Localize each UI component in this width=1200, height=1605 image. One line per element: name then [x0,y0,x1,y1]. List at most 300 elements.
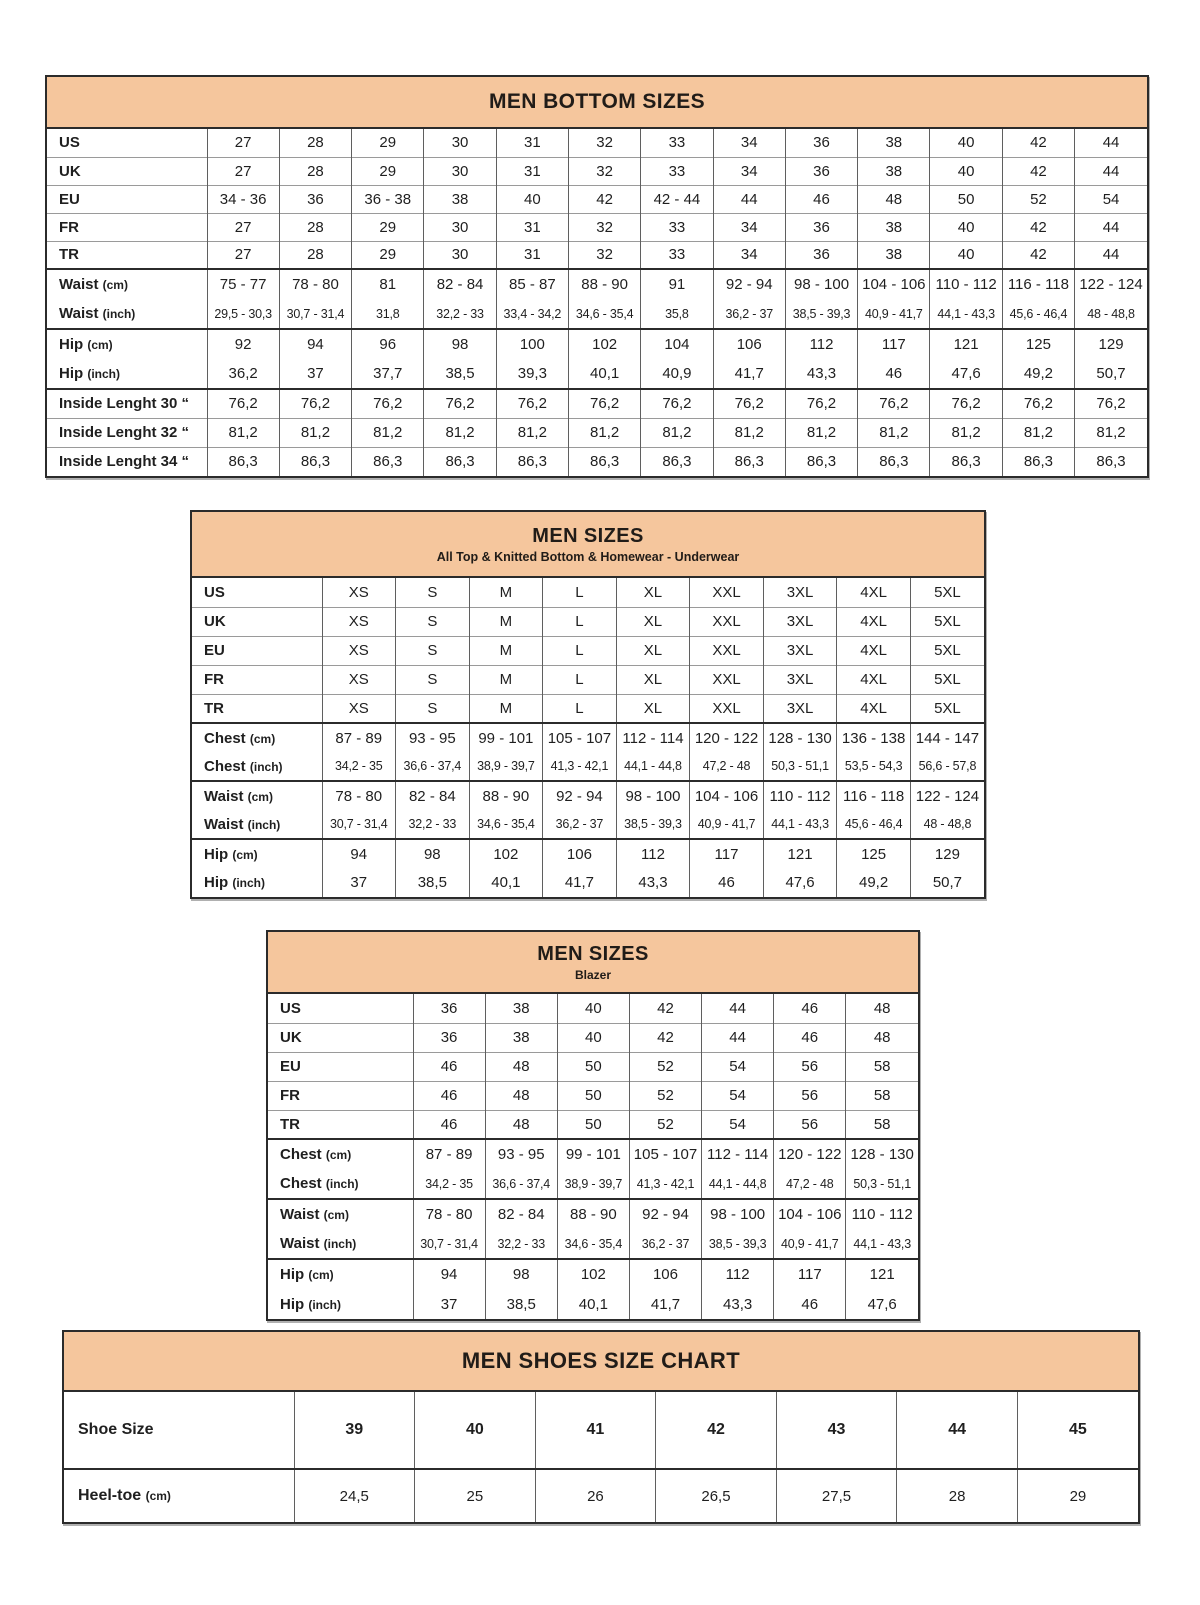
size-cell: 38,5 [424,359,496,389]
size-cell: 125 [837,839,911,868]
size-cell: 121 [930,329,1002,359]
size-cell: 38,5 [485,1289,557,1319]
row-unit: (cm) [102,278,128,292]
row-label [192,839,322,868]
size-cell: 31 [496,157,568,185]
row-label-text: EU [59,190,80,208]
row-label [268,1289,413,1319]
size-cell: 98 [424,329,496,359]
size-cell: L [543,694,617,723]
size-cell: 46 [413,1110,485,1139]
row-label [268,1110,413,1139]
size-cell: XS [322,607,396,636]
size-cell: 48 [858,185,930,213]
size-cell: 85 - 87 [496,269,568,299]
size-cell: 3XL [763,578,837,607]
row-label [192,665,322,694]
row-label-text: US [59,134,80,152]
size-cell: 81,2 [785,418,857,447]
size-cell: 29,5 - 30,3 [207,299,279,329]
row-label-text: Heel-toe [78,1487,142,1504]
table-row [47,157,1147,185]
size-cell: 27 [207,157,279,185]
row-unit: (cm) [87,338,113,352]
size-cell: 44 [702,1023,774,1052]
row-label-text: Hip [280,1266,305,1283]
size-cell: 36 - 38 [352,185,424,213]
row-label-text: Shoe Size [78,1421,154,1438]
row-label-text: EU [204,642,225,659]
size-cell: 38,5 - 39,3 [616,810,690,839]
size-cell: 48 - 48,8 [1075,299,1147,329]
size-cell: 76,2 [496,389,568,418]
size-cell: 58 [846,1110,918,1139]
size-cell: 87 - 89 [322,723,396,752]
size-cell: 105 - 107 [543,723,617,752]
size-cell: XXL [690,694,764,723]
size-cell: 75 - 77 [207,269,279,299]
size-cell: 86,3 [352,447,424,476]
table-row [268,994,918,1023]
size-cell: 36,2 - 37 [543,810,617,839]
size-cell: XL [616,607,690,636]
row-label-text: UK [204,613,226,630]
size-cell: 76,2 [930,389,1002,418]
row-label-text: Waist [59,276,99,293]
size-grid [64,1392,1138,1522]
row-label-text: Waist [280,1206,320,1223]
size-cell: 30,7 - 31,4 [322,810,396,839]
size-cell: 28 [897,1469,1018,1522]
row-label-text: Inside Lenght 30 “ [59,395,190,413]
table-men-sizes-top-underwear [190,510,986,899]
table-row [47,269,1147,299]
size-cell: 81,2 [568,418,640,447]
table-row [268,1259,918,1289]
size-cell: XXL [690,636,764,665]
row-label-text: Inside Lenght 32 “ [59,424,190,441]
row-label-text: Waist [204,815,244,833]
size-cell: 50,3 - 51,1 [846,1169,918,1199]
size-cell: 44 [1075,241,1147,269]
size-cell: 98 - 100 [616,781,690,810]
table-row [64,1392,1138,1469]
size-cell: 31,8 [352,299,424,329]
table-row [268,1289,918,1319]
size-cell: 116 - 118 [837,781,911,810]
size-cell: XL [616,694,690,723]
size-cell: 31 [496,129,568,157]
size-cell: 38 [485,994,557,1023]
size-cell: 38,5 [396,868,470,897]
size-cell: 37 [322,868,396,897]
table-subtitle: Blazer [574,967,612,982]
size-cell: 112 - 114 [702,1139,774,1169]
row-unit: (cm) [308,1268,334,1282]
row-label [47,329,207,359]
size-cell: 48 [485,1081,557,1110]
size-cell: 38 [424,185,496,213]
size-cell: 41,7 [713,359,785,389]
size-cell: M [469,578,543,607]
size-cell: 136 - 138 [837,723,911,752]
size-cell: 81,2 [858,418,930,447]
size-cell: 144 - 147 [910,723,984,752]
size-cell: 81,2 [930,418,1002,447]
size-cell: 86,3 [641,447,713,476]
size-cell: 32 [568,241,640,269]
size-cell: 78 - 80 [413,1199,485,1229]
size-cell: 5XL [910,578,984,607]
size-cell: 88 - 90 [568,269,640,299]
size-cell: 104 - 106 [858,269,930,299]
size-cell: 47,6 [846,1289,918,1319]
size-cell: 54 [702,1052,774,1081]
size-cell: 129 [1075,329,1147,359]
size-cell: 40 [930,213,1002,241]
size-cell: 41,7 [629,1289,701,1319]
row-label-text: Waist [280,1235,320,1252]
size-cell: 39,3 [496,359,568,389]
table-header [192,512,984,578]
size-cell: 34,6 - 35,4 [568,299,640,329]
size-cell: 44,1 - 43,3 [930,299,1002,329]
size-cell: 40,1 [469,868,543,897]
size-cell: 76,2 [641,389,713,418]
size-cell: 76,2 [352,389,424,418]
size-cell: 76,2 [785,389,857,418]
size-cell: 106 [713,329,785,359]
size-cell: 45,6 - 46,4 [1002,299,1074,329]
row-label [268,1023,413,1052]
size-cell: 94 [279,329,351,359]
table-row [192,839,984,868]
size-cell: 36 [785,157,857,185]
size-grid [192,578,984,897]
table-row [268,1229,918,1259]
size-cell: XL [616,636,690,665]
size-cell: 81 [352,269,424,299]
size-cell: 88 - 90 [557,1199,629,1229]
size-cell: 37,7 [352,359,424,389]
size-cell: L [543,607,617,636]
table-row [268,1169,918,1199]
size-cell: 30 [424,129,496,157]
row-unit: (cm) [325,1148,352,1162]
size-cell: 5XL [910,665,984,694]
row-label-text: TR [204,699,224,717]
row-label [192,694,322,723]
size-cell: 40 [415,1392,536,1469]
size-cell: 112 - 114 [616,723,690,752]
row-label [64,1469,294,1522]
size-cell: 78 - 80 [322,781,396,810]
row-label [47,299,207,329]
size-cell: 32,2 - 33 [424,299,496,329]
size-cell: 92 [207,329,279,359]
size-cell: M [469,665,543,694]
size-cell: 48 [485,1110,557,1139]
table-row [192,578,984,607]
row-label [192,810,322,839]
size-cell: 48 [846,994,918,1023]
size-cell: 98 - 100 [785,269,857,299]
table-header [268,932,918,994]
size-cell: 112 [616,839,690,868]
row-label-text: Hip [59,336,84,353]
row-label-text: UK [59,162,81,180]
size-cell: 36 [413,994,485,1023]
size-cell: 47,2 - 48 [774,1169,846,1199]
row-unit: (cm) [323,1208,349,1222]
row-unit: (inch) [249,759,283,774]
size-cell: 76,2 [1075,389,1147,418]
size-cell: 93 - 95 [396,723,470,752]
size-cell: 58 [846,1052,918,1081]
size-cell: 42 [1002,157,1074,185]
size-cell: 76,2 [858,389,930,418]
row-label [268,1052,413,1081]
size-cell: 81,2 [424,418,496,447]
size-cell: 38 [858,157,930,185]
size-cell: 27 [207,241,279,269]
size-cell: 117 [690,839,764,868]
size-cell: 56 [774,1110,846,1139]
size-cell: S [396,636,470,665]
row-unit: (cm) [247,789,273,804]
size-cell: 43,3 [616,868,690,897]
row-label-text: Waist [204,787,244,805]
size-cell: 39 [294,1392,415,1469]
size-cell: 76,2 [279,389,351,418]
table-title: MEN SHOES SIZE CHART [461,1348,741,1373]
table-row [192,636,984,665]
table-header [64,1332,1138,1392]
size-cell: 76,2 [713,389,785,418]
table-title: MEN SIZES [537,942,649,965]
size-cell: 33 [641,213,713,241]
size-cell: 32,2 - 33 [485,1229,557,1259]
size-cell: 26,5 [656,1469,777,1522]
size-cell: 44,1 - 43,3 [846,1229,918,1259]
size-cell: 36,6 - 37,4 [396,752,470,781]
size-cell: 3XL [763,607,837,636]
size-cell: 104 [641,329,713,359]
size-cell: 28 [279,129,351,157]
row-label [192,723,322,752]
size-cell: 52 [629,1052,701,1081]
size-cell: 34,2 - 35 [413,1169,485,1199]
size-cell: M [469,636,543,665]
size-cell: 33 [641,241,713,269]
size-cell: 44 [1075,157,1147,185]
size-cell: 56,6 - 57,8 [910,752,984,781]
row-label-text: Chest [280,1175,322,1192]
size-cell: 36,6 - 37,4 [485,1169,557,1199]
row-label [268,1139,413,1169]
size-cell: 102 [568,329,640,359]
size-cell: 43 [776,1392,897,1469]
size-cell: 86,3 [1002,447,1074,476]
size-cell: 49,2 [837,868,911,897]
size-cell: L [543,636,617,665]
size-cell: 110 - 112 [846,1199,918,1229]
size-cell: XXL [690,607,764,636]
size-cell: 42 [629,994,701,1023]
size-cell: 76,2 [207,389,279,418]
size-cell: XXL [690,665,764,694]
size-cell: 34 [713,157,785,185]
table-row [64,1469,1138,1522]
size-cell: 33 [641,157,713,185]
row-unit: (cm) [145,1489,171,1503]
table-row [47,329,1147,359]
size-cell: 48 - 48,8 [910,810,984,839]
size-cell: 4XL [837,607,911,636]
row-label [47,185,207,213]
row-label [268,1081,413,1110]
table-title: MEN BOTTOM SIZES [488,90,706,113]
size-cell: 86,3 [713,447,785,476]
size-cell: 28 [279,157,351,185]
size-cell: 86,3 [785,447,857,476]
size-cell: 98 [485,1259,557,1289]
size-cell: 34 [713,213,785,241]
table-row [47,418,1147,447]
size-cell: 52 [629,1081,701,1110]
size-cell: 42 [1002,129,1074,157]
size-cell: 44,1 - 44,8 [616,752,690,781]
size-cell: 36 [785,129,857,157]
table-row [268,1139,918,1169]
size-cell: 86,3 [496,447,568,476]
table-row [47,299,1147,329]
size-cell: 86,3 [279,447,351,476]
size-cell: 40,1 [568,359,640,389]
size-cell: 42 [568,185,640,213]
size-cell: 86,3 [207,447,279,476]
row-unit: (inch) [308,1297,342,1312]
size-cell: 4XL [837,636,911,665]
row-label [47,447,207,476]
size-cell: 38 [858,129,930,157]
size-cell: 56 [774,1052,846,1081]
size-cell: 94 [413,1259,485,1289]
row-label [268,1199,413,1229]
size-cell: 41,7 [543,868,617,897]
size-cell: XS [322,578,396,607]
row-label [47,418,207,447]
table-row [268,1110,918,1139]
row-unit: (inch) [323,1237,357,1251]
size-cell: 42 [629,1023,701,1052]
size-cell: 92 - 94 [629,1199,701,1229]
size-cell: 40,9 - 41,7 [858,299,930,329]
size-cell: 36 [785,213,857,241]
row-unit: (inch) [325,1177,359,1191]
size-cell: 32,2 - 33 [396,810,470,839]
row-unit: (inch) [102,307,136,321]
table-row [192,752,984,781]
size-cell: 34 [713,241,785,269]
size-cell: M [469,607,543,636]
row-label [47,129,207,157]
size-cell: 45,6 - 46,4 [837,810,911,839]
row-label-text: Inside Lenght 34 “ [59,453,190,471]
size-cell: 120 - 122 [774,1139,846,1169]
size-cell: 82 - 84 [424,269,496,299]
size-cell: 30 [424,213,496,241]
table-men-bottom-sizes [45,75,1149,478]
size-cell: 122 - 124 [1075,269,1147,299]
size-grid [47,129,1147,476]
table-row [268,1199,918,1229]
row-label-text: EU [280,1058,301,1075]
size-cell: 81,2 [279,418,351,447]
row-unit: (inch) [87,367,121,381]
row-label [192,636,322,665]
size-cell: 56 [774,1081,846,1110]
size-cell: 78 - 80 [279,269,351,299]
row-label-text: US [204,583,225,601]
size-cell: 46 [774,994,846,1023]
size-cell: M [469,694,543,723]
table-row [192,781,984,810]
size-cell: 40,1 [557,1289,629,1319]
size-cell: 128 - 130 [846,1139,918,1169]
row-label-text: Hip [280,1295,305,1313]
size-cell: 125 [1002,329,1074,359]
table-men-shoes-size-chart [62,1330,1140,1524]
size-cell: 38,5 - 39,3 [702,1229,774,1259]
size-cell: 38,9 - 39,7 [557,1169,629,1199]
size-cell: 44 [702,994,774,1023]
table-row [268,1023,918,1052]
size-cell: 38,5 - 39,3 [785,299,857,329]
row-label [192,607,322,636]
size-cell: 87 - 89 [413,1139,485,1169]
size-cell: 38 [858,213,930,241]
row-label-text: FR [204,671,224,688]
size-cell: 48 [485,1052,557,1081]
size-cell: 31 [496,241,568,269]
size-cell: 30,7 - 31,4 [413,1229,485,1259]
size-cell: 76,2 [1002,389,1074,418]
size-cell: 46 [774,1023,846,1052]
size-cell: 40 [930,129,1002,157]
size-cell: 58 [846,1081,918,1110]
size-cell: 106 [543,839,617,868]
size-cell: 86,3 [930,447,1002,476]
size-cell: 30 [424,157,496,185]
table-row [47,129,1147,157]
size-cell: 81,2 [207,418,279,447]
size-cell: 34 [713,129,785,157]
size-cell: 46 [858,359,930,389]
table-row [47,447,1147,476]
table-row [192,810,984,839]
row-label-text: UK [280,1029,302,1046]
size-cell: 34,6 - 35,4 [469,810,543,839]
size-cell: 47,2 - 48 [690,752,764,781]
size-cell: 81,2 [1075,418,1147,447]
size-cell: 24,5 [294,1469,415,1522]
size-cell: 33,4 - 34,2 [496,299,568,329]
row-label-text: Chest [204,729,246,747]
size-cell: 41 [535,1392,656,1469]
size-cell: 40 [496,185,568,213]
size-cell: XS [322,636,396,665]
